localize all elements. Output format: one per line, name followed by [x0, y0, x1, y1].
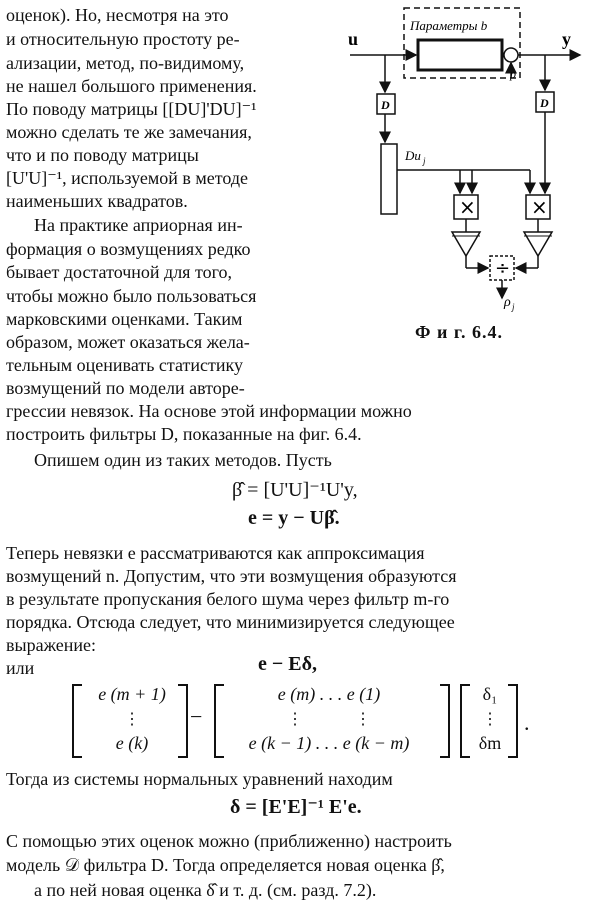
matrix-1 [82, 684, 182, 754]
system-box [418, 40, 502, 70]
text-line: чтобы можно было пользоваться [6, 286, 257, 306]
p-label: p [510, 67, 516, 81]
text-line: можно сделать те же замечания, [6, 122, 252, 142]
bracket-right [178, 684, 188, 758]
d-left-label: D [381, 98, 390, 112]
bracket-right [440, 684, 450, 758]
text-line: На практике априорная ин- [34, 215, 243, 235]
text-line: модель 𝒟 фильтра D. Тогда определяется новая оценка β̂, [6, 855, 445, 875]
text-line: что и по поводу матрицы [6, 145, 199, 165]
matrix-row: e (k − 1) . . . e (k − m) [248, 733, 410, 753]
minus-sign: − [190, 704, 203, 729]
text-line: а по ней новая оценка δ̂ и т. д. (см. разд. 7.2). [34, 880, 377, 900]
text-line: ализации, метод, по-видимому, [6, 53, 245, 73]
bracket-right [508, 684, 518, 758]
output-rho-label: ρ [504, 295, 511, 310]
matrix-vdots: ⋮ ⋮ [287, 711, 371, 728]
text-line: бывает достаточной для того, [6, 262, 233, 282]
matrix-vdots: ⋮ [482, 711, 498, 728]
matrix-cell: δm [478, 733, 502, 753]
text-line: Теперь невязки e рассматриваются как аппроксимация [6, 543, 425, 563]
text-line: оценок). Но, несмотря на это [6, 5, 229, 25]
parameters-label: Параметры b [410, 18, 488, 33]
text-line: наименьших квадратов. [6, 191, 188, 211]
text-line: Опишем один из таких методов. Пусть [34, 450, 332, 470]
formula-beta: β̂ = [U'U]⁻¹U'y, [232, 479, 358, 501]
text-line: не нашел большого применения. [6, 76, 257, 96]
du-block [381, 144, 397, 214]
text-line: [U'U]⁻¹, используемой в методе [6, 168, 248, 188]
matrix-cell: δ₁ [482, 684, 498, 704]
du-label: Du [405, 148, 421, 163]
matrix-cell: e (k) [115, 733, 149, 753]
text-line: С помощью этих оценок можно (приближенно) настроить [6, 831, 452, 851]
summing-node [504, 48, 518, 62]
du-subscript: j [423, 156, 426, 166]
matrix-row: e (m) . . . e (1) [277, 684, 381, 704]
text-line: образом, может оказаться жела- [6, 332, 250, 352]
text-line: порядка. Отсюда следует, что минимизируется следующее [6, 612, 455, 632]
text-line: тельным оценивать статистику [6, 355, 243, 375]
matrix-2 [222, 684, 436, 754]
text-line: грессии невязок. На основе этой информации можно [6, 401, 412, 421]
output-y-label: y [562, 29, 571, 49]
output-rho-subscript: j [512, 302, 515, 312]
matrix-vdots: ⋮ [124, 711, 140, 728]
text-line: марковскими оценками. Таким [6, 309, 243, 329]
formula-e-minus-edelta: e − Eδ, [258, 653, 317, 675]
text-line: построить фильтры D, показанные на фиг. 6.4. [6, 424, 362, 444]
text-line: и относительную простоту ре- [6, 29, 240, 49]
figure-caption: Ф и г. 6.4. [415, 322, 503, 342]
text-or: или [6, 658, 35, 678]
text-line: в результате пропускания белого шума через фильтр m-го [6, 589, 450, 609]
bracket-left [72, 684, 82, 758]
formula-e: e = y − Uβ̂. [248, 507, 340, 529]
matrix-cell: e (m + 1) [98, 684, 166, 704]
text-line: возмущений по модели авторе- [6, 378, 245, 398]
text-line: Тогда из системы нормальных уравнений находим [6, 769, 393, 789]
formula-delta: δ = [E'E]⁻¹ E'e. [230, 796, 362, 818]
divider-symbol: ÷ [495, 258, 511, 279]
input-u-label: u [348, 29, 359, 49]
block-diagram [330, 0, 600, 345]
text-line: По поводу матрицы [[DU]'DU]⁻¹ [6, 99, 257, 119]
d-right-label: D [540, 96, 549, 110]
text-line: возмущений n. Допустим, что эти возмущения образуются [6, 566, 457, 586]
mult-left-symbol: × [459, 195, 476, 219]
mult-right-symbol: × [531, 195, 548, 219]
period: . [524, 710, 530, 735]
matrix-3 [468, 684, 512, 754]
text-line: формация о возмущениях редко [6, 239, 251, 259]
text-line: выражение: [6, 635, 97, 655]
